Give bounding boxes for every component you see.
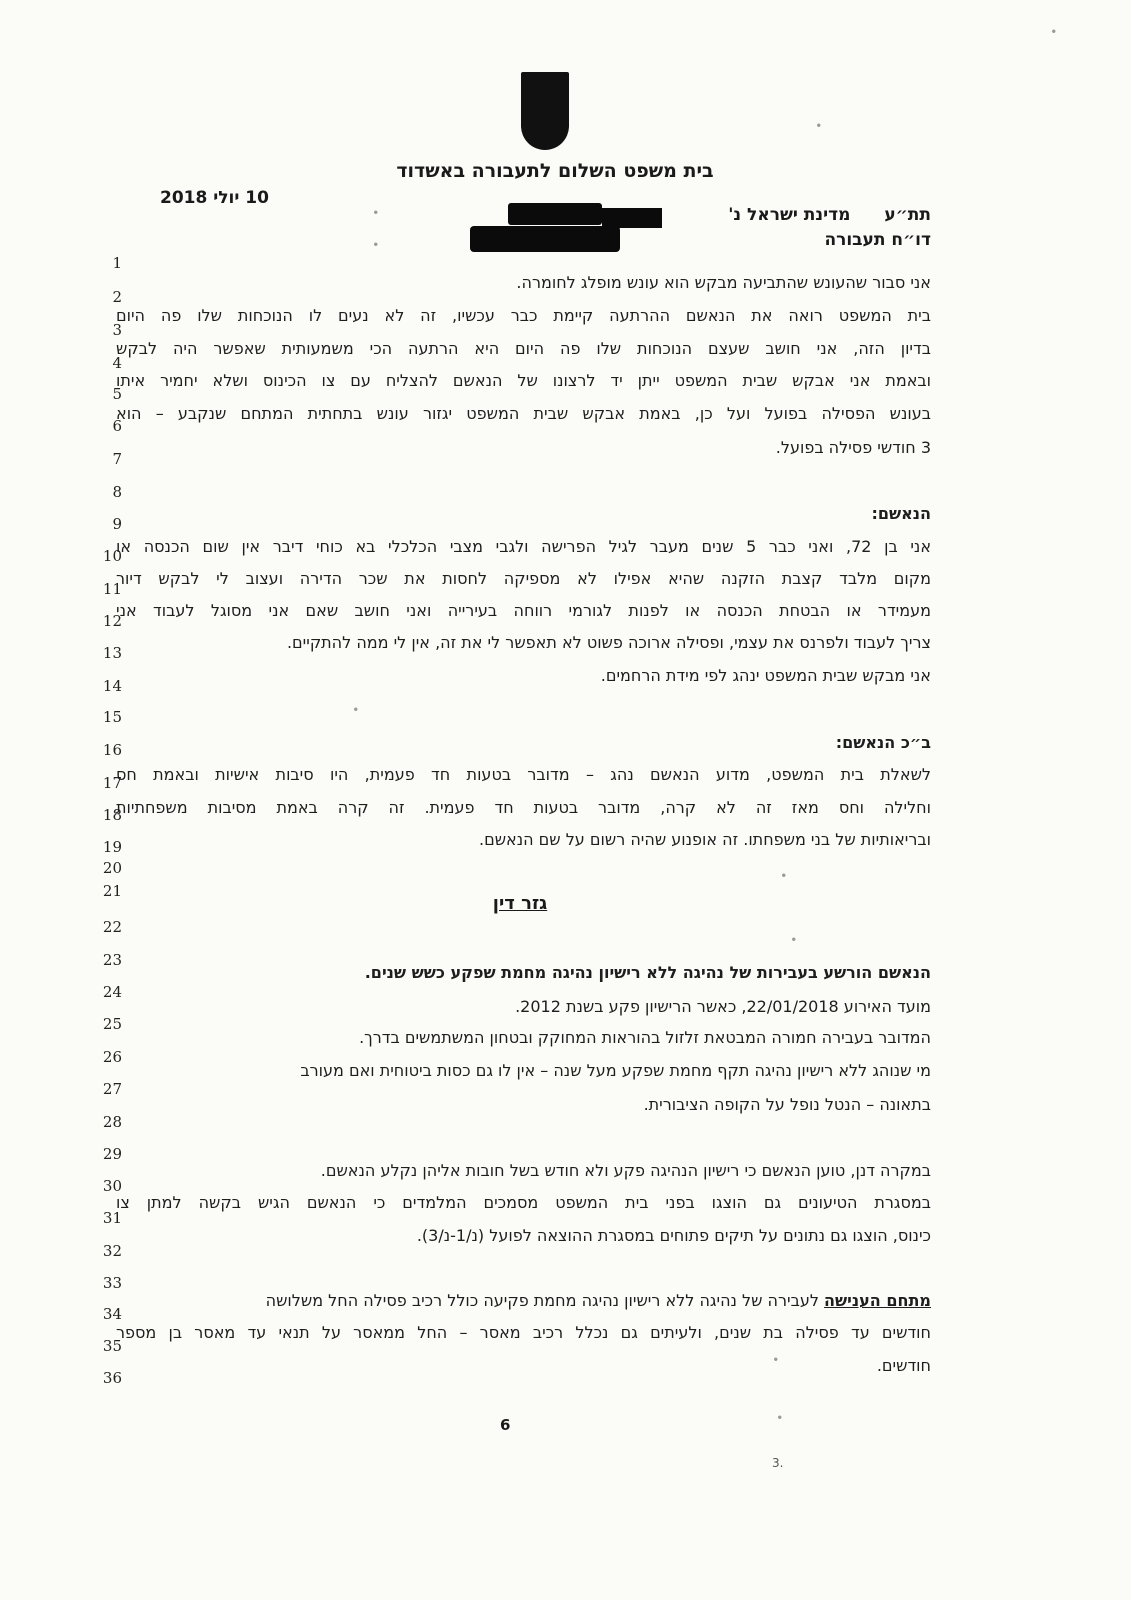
verdict-line: בתאונה – הנטל נופל על הקופה הציבורית. [643,1095,931,1114]
defendant-statement-line: אני מבקש שבית המשפט ינהג לפי מידת הרחמים. [600,666,931,685]
line-number: 5 [112,385,122,403]
court-title: בית משפט השלום לתעבורה באשדוד [396,160,714,182]
sentencing-range-label: מתחם הענישה [824,1291,931,1310]
line-number: 16 [102,741,122,759]
case-type: דו״ח תעבורה [824,230,931,250]
scan-speck: ∙ [772,1352,780,1366]
line-number: 3 [112,321,122,339]
line-number: 31 [102,1209,122,1227]
defendant-statement-line: מעמידר או הבטחת הכנסה או לפנות לגורמי רווחה בעירייה ואני חושב שאם אני מסוגל לעבוד אני [116,601,931,620]
page-number: 6 [500,1416,511,1434]
line-number: 24 [102,983,122,1001]
line-number: 35 [102,1337,122,1355]
verdict-case-line: כינוס, הוצגו גם נתונים על תיקים פתוחים במסגרת ההוצאה לפועל (נ/1-נ/3). [416,1226,931,1245]
scan-speck: ∙ [815,118,823,132]
verdict-line: המדובר בעבירה חמורה המבטאת זלזול בהוראות המחוקק ובטחון המשתמשים בדרך. [359,1028,931,1047]
argument-line: בעונש הפסילה בפועל ועל כן, באמת אבקש שבית המשפט יגזור עונש בתחתית המתחם שנקבע – הוא [116,404,931,423]
argument-line: ובאמת אני אבקש שבית המשפט ייתן יד לרצונו של הנאשם להצליח עם צו הכינוס ושלא יחמיר איתו [116,371,931,390]
argument-line: בית המשפט רואה את הנאשם ההרתעה קיימת כבר עכשיו, זה לא נעים לו הנוכחות שלו פה היום [116,306,931,325]
line-number: 34 [102,1305,122,1323]
argument-line: 3 חודשי פסילה בפועל. [775,438,931,457]
line-number: 26 [102,1048,122,1066]
line-number: 8 [112,483,122,501]
line-number: 2 [112,288,122,306]
scan-speck: ∙ [780,868,788,882]
line-number: 11 [102,580,122,598]
scan-speck: ∙ [372,205,380,219]
scan-speck: ∙ [1050,24,1058,38]
line-number: 20 [102,859,122,877]
line-number: 32 [102,1242,122,1260]
defendant-statement-line: אני בן 72, ואני כבר 5 שנים מעבר לגיל הפרישה ולגבי מצבי הכלכלי בא כוחי דיבר אין שום הכנסה או [116,537,932,556]
line-number: 13 [102,644,122,662]
document-date: 10 יולי 2018 [160,188,269,208]
line-number: 19 [102,838,122,856]
verdict-line: מועד האירוע 22/01/2018, כאשר הרישיון פקע בשנת 2012. [515,997,931,1016]
line-number: 18 [102,806,122,824]
argument-line: בדיון הזה, אני חושב שעצם הנוכחות שלו פה היום היא הרתעה הכי משמעותית שאפשר היה לבקש [116,339,931,358]
line-number: 14 [102,677,122,695]
sentencing-range-line: חודשים עד פסילה בת שנים, ולעיתים גם נכלל רכיב מאסר – החל ממאסר על תנאי עד מאסר בן מספר [116,1323,931,1342]
line-number: 30 [102,1177,122,1195]
verdict-title: גזר דין [492,893,548,914]
line-number: 9 [112,515,122,533]
state-emblem-redacted [521,72,569,150]
scan-speck: ∙ [352,702,360,716]
line-number: 6 [112,417,122,435]
defense-counsel-line: וחלילה וחס מאז זה לא קרה, מדובר בטעות חד פעמית. זה קרה באמת מסיבות משפחתיות [116,798,931,817]
line-number: 10 [102,547,122,565]
redaction-bar [602,208,662,228]
case-number-label: תת״ע [884,205,931,225]
scan-speck: ∙ [776,1410,784,1424]
line-number: 1 [112,254,122,272]
verdict-line: מי שנוהג ללא רישיון נהיגה תקף מחמת שפקע מעל שנה – אין לו גם כסות ביטוחית ואם מעורב [300,1061,931,1080]
scan-speck: ∙ [372,237,380,251]
line-number: 23 [102,951,122,969]
defendant-heading: הנאשם: [871,504,931,523]
defense-counsel-heading: ב״כ הנאשם: [835,733,931,752]
sentencing-range-line [116,1290,931,1312]
line-number: 15 [102,708,122,726]
sentencing-range-text: לעבירה של נהיגה ללא רישיון נהיגה מחמת פקיעה כולל רכיב פסילה החל משלושה [265,1291,825,1310]
line-number: 22 [102,918,122,936]
line-number: 33 [102,1274,122,1292]
verdict-case-line: במקרה דנן, טוען הנאשם כי רישיון הנהיגה פקע ולא חודש בשל חובות אליהן נקלע הנאשם. [320,1161,931,1180]
line-number: 21 [102,882,122,900]
argument-line: אני סבור שהעונש שהתביעה מבקש הוא עונש מופלג לחומרה. [516,273,931,292]
sentencing-range-line: חודשים. [876,1356,931,1375]
line-number: 29 [102,1145,122,1163]
case-parties: מדינת ישראל נ' [728,205,851,225]
line-number: 28 [102,1113,122,1131]
line-number: 7 [112,450,122,468]
line-number: 17 [102,774,122,792]
conviction-statement: הנאשם הורשע בעבירות של נהיגה ללא רישיון נהיגה מחמת שפקע כשש שנים. [364,963,931,982]
line-number: 25 [102,1015,122,1033]
margin-mark: 3. [772,1456,784,1470]
scan-speck: ∙ [790,932,798,946]
line-number: 36 [102,1369,122,1387]
redaction-bar [508,203,602,225]
line-number: 27 [102,1080,122,1098]
verdict-case-line: במסגרת הטיעונים גם הוצגו בפני בית המשפט מסמכים המלמדים כי הנאשם הגיש בקשה למתן צו [116,1193,931,1212]
defense-counsel-line: לשאלת בית המשפט, מדוע הנאשם נהג – מדובר בטעות חד פעמית, היו סיבות אישיות ובאמת חס [116,765,931,784]
line-number: 12 [102,612,122,630]
redaction-bar [470,226,620,252]
line-number: 4 [112,354,122,372]
defense-counsel-line: ובריאותיות של בני משפחתו. זה אופנוע שהיה רשום על שם הנאשם. [478,830,931,849]
defendant-statement-line: מקום מלבד קצבת הזקנה שהיא אפילו לא מספיקה לחסות את שכר הדירה ועצוב לי לבקש דיור [116,569,931,588]
defendant-statement-line: צריך לעבוד ולפרנס את עצמי, ופסילה ארוכה פשוט לא תאפשר לי את זה, אין לי ממה להתקיים. [286,633,931,652]
